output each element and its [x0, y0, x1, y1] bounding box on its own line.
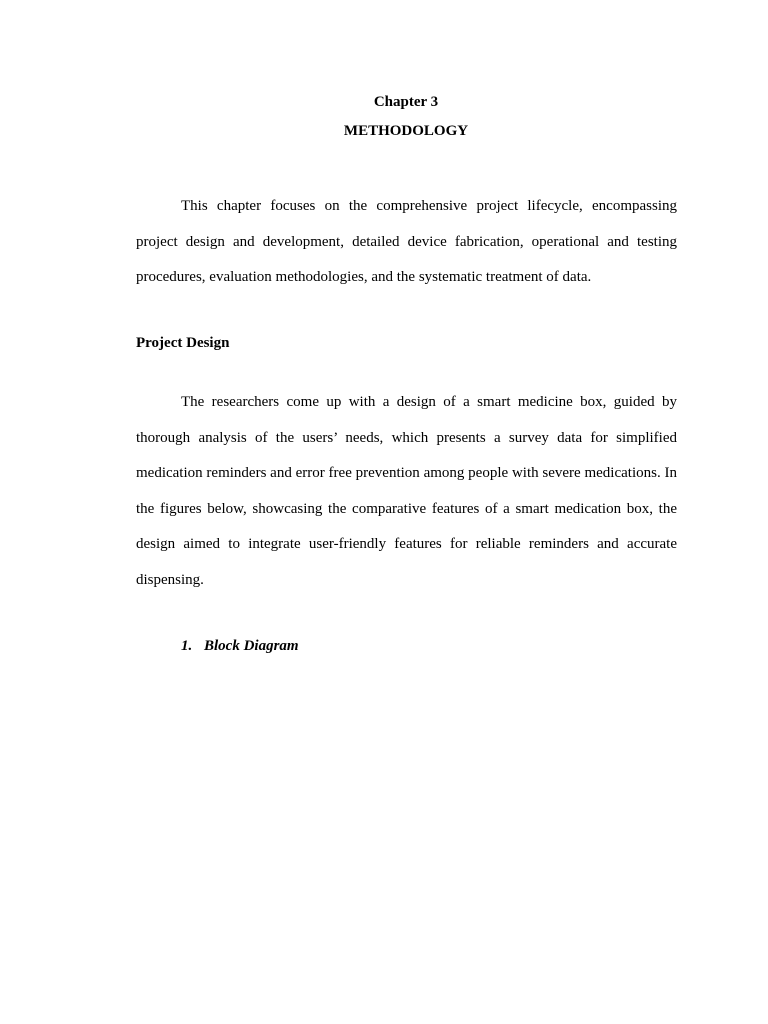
subsection-title: Block Diagram	[204, 638, 299, 654]
subsection-number: 1.	[181, 638, 193, 654]
project-design-paragraph: The researchers come up with a design of a smart medicine box, guided by thorough analysis of the users’ needs, which presents a survey data for simplified medication reminders and error free prevention among people with severe medications. In the figures below, showcasing the comparative features of a smart medication box, the design aimed to integrate user-friendly features for reliable reminders and accurate dispensing.	[136, 394, 677, 588]
section-heading-project-design: Project Design	[136, 335, 230, 351]
subsection-heading	[181, 636, 299, 656]
chapter-number: Chapter 3	[373, 94, 439, 110]
chapter-title: METHODOLOGY	[343, 123, 469, 139]
intro-paragraph: This chapter focuses on the comprehensive project lifecycle, encompassing project design and development, detailed device fabrication, operational and testing procedures, evaluation methodologies, and the systematic treatment of data.	[136, 198, 677, 286]
